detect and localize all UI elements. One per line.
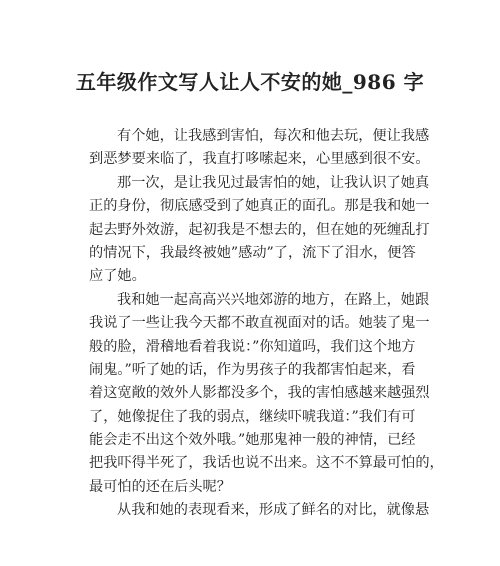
text-line: 的情况下，我最终被她”感动”了，流下了泪水，便答 — [89, 244, 416, 261]
text-line: 应了她。 — [89, 268, 146, 285]
text-line: 起去野外效游，起初我是不想去的，但在她的死缠乱打 — [89, 221, 430, 238]
text-line: 我和她一起高高兴兴地郊游的地方，在路上，她跟 — [117, 291, 430, 308]
text-line: 我说了一些让我今天都不敢直视面对的话。她装了鬼一 — [89, 315, 430, 332]
text-line: 最可怕的还在后头呢？ — [89, 478, 231, 495]
text-line: 般的脸，滑稽地看着我说：”你知道吗，我们这个地方 — [89, 338, 416, 355]
text-line: 到恶梦要来临了，我直打哆嗦起来，心里感到很不安。 — [89, 151, 430, 168]
document-body — [89, 125, 444, 523]
text-line: 着这宽敞的效外人影都没多个，我的害怕感越来越强烈 — [89, 385, 430, 402]
text-line: 从我和她的表现看来，形成了鲜名的对比，就像悬 — [117, 502, 430, 519]
text-line: 有个她，让我感到害怕，每次和他去玩，便让我感 — [117, 128, 430, 144]
text-line: 正的身份，彻底感受到了她真正的面孔。那是我和她一 — [89, 198, 430, 215]
text-line: 那一次，是让我见过最害怕的她，让我认识了她真 — [117, 174, 430, 191]
document-title: 五年级作文写人让人不安的她_986 字 — [75, 70, 425, 94]
text-line: 闹鬼。”听了她的话，作为男孩子的我都害怕起来，看 — [89, 361, 416, 378]
text-line: 能会走不出这个效外哦。”她那鬼神一般的神情，已经 — [89, 432, 416, 449]
text-line: 把我吓得半死了，我话也说不出来。这不不算最可怕的， — [89, 455, 444, 472]
text-line: 了，她像捉住了我的弱点，继续吓唬我道：”我们有可 — [89, 408, 416, 425]
